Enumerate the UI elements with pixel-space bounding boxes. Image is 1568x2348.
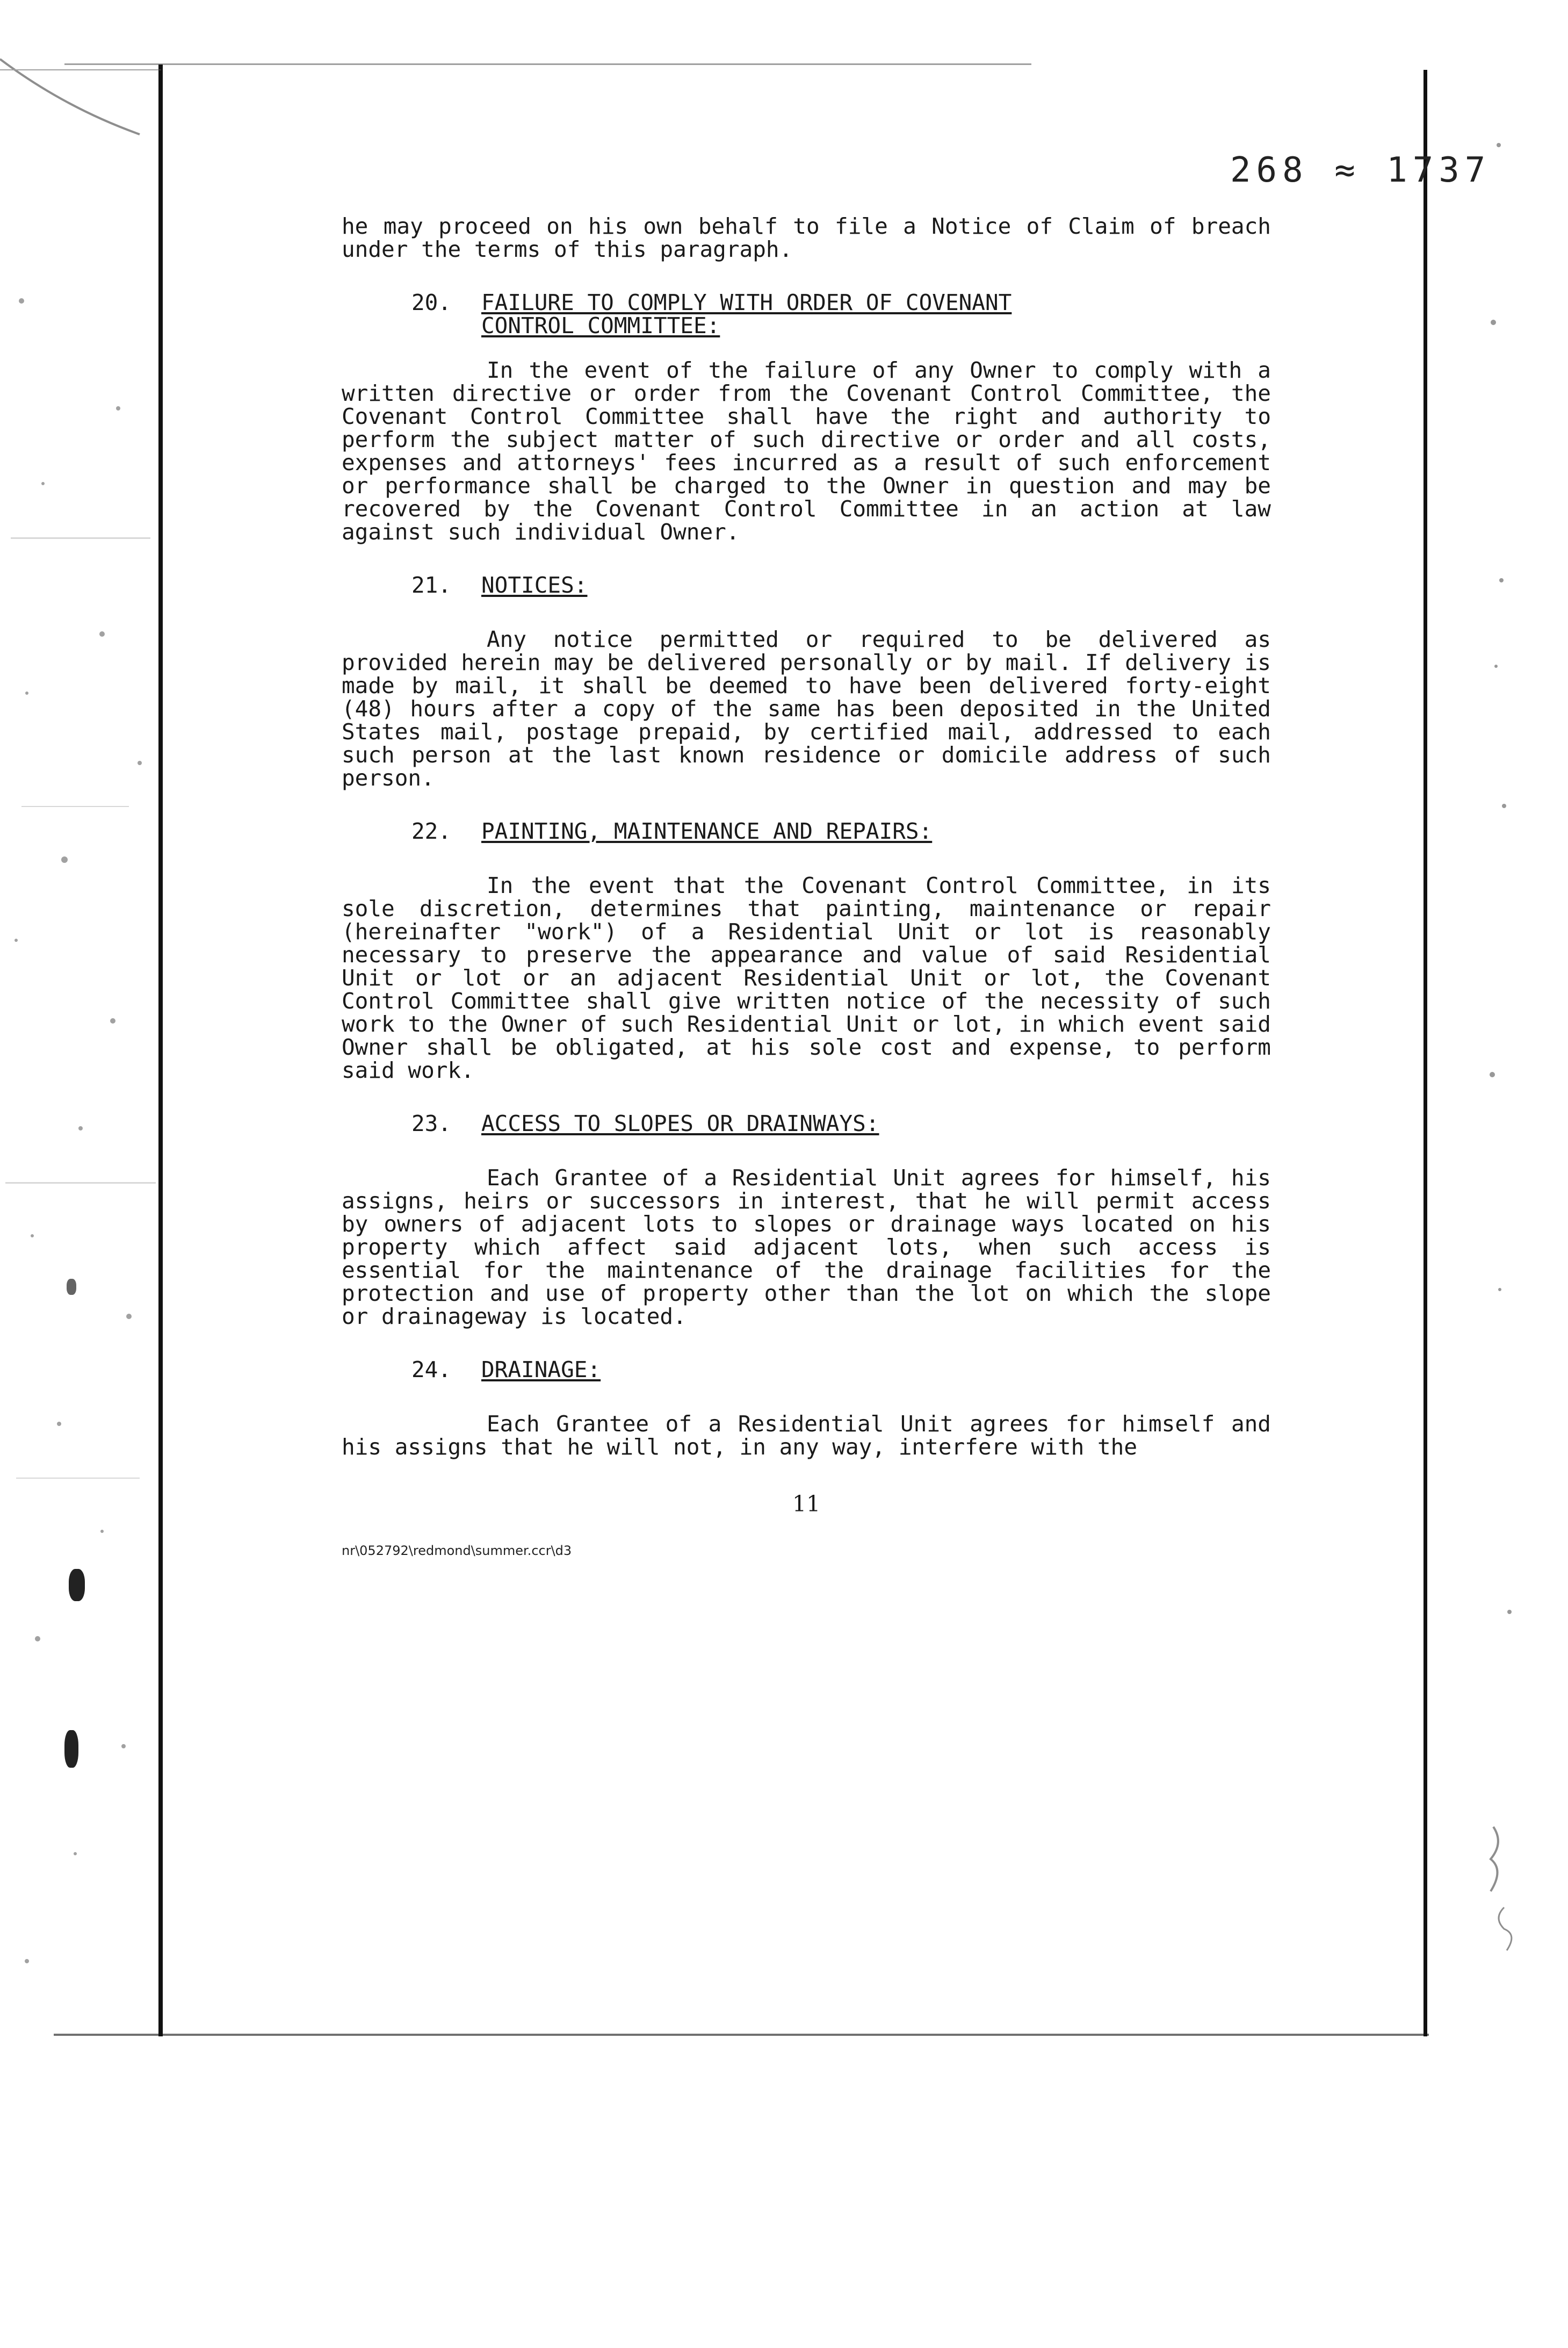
section-title: PAINTING, MAINTENANCE AND REPAIRS:	[481, 818, 933, 844]
section-title-line: CONTROL COMMITTEE:	[481, 313, 720, 338]
section-heading-21	[342, 574, 1271, 597]
section-heading-20	[342, 291, 1271, 337]
intro-paragraph: he may proceed on his own behalf to file a Notice of Claim of breach under the terms of this paragraph.	[342, 213, 1271, 262]
binding-mark-3	[67, 1279, 76, 1295]
section-heading-24	[342, 1358, 1271, 1381]
document-body	[342, 215, 1271, 1459]
section-title: NOTICES:	[481, 572, 588, 598]
section-number: 21.	[411, 572, 452, 598]
section-number: 22.	[411, 818, 452, 844]
binding-mark-1	[69, 1569, 85, 1601]
section-number: 24.	[411, 1357, 452, 1382]
binding-mark-2	[64, 1730, 78, 1768]
section-heading-23	[342, 1112, 1271, 1135]
page-number: 11	[792, 1491, 821, 1517]
file-path-footer: nr\052792\redmond\summer.ccr\d3	[342, 1543, 572, 1558]
section-title	[481, 291, 1011, 337]
section-number: 20.	[411, 290, 452, 315]
section-title-line: FAILURE TO COMPLY WITH ORDER OF COVENANT	[481, 290, 1012, 315]
section-body-22: In the event that the Covenant Control Committee, in its sole discretion, determines that painting, maintenance or repair (hereinafter "work") of a Residential Unit or lot is reasonably necessary to preserve the appearance and value of said Residential Unit or lot or an adjacent Residential Unit or lot, the Covenant Control Committee shall give written notice of the necessity of such work to the Owner of such Residential Unit or lot, in which event said Owner shall be obligated, at his sole cost and expense, to perform said work.	[342, 873, 1271, 1083]
section-title: DRAINAGE:	[481, 1357, 601, 1382]
bottom-scan-border	[54, 2034, 1429, 2036]
right-scan-border	[1424, 70, 1427, 2036]
section-number: 23.	[411, 1111, 452, 1136]
section-body-21: Any notice permitted or required to be delivered as provided herein may be delivered personally or by mail. If delivery is made by mail, it shall be deemed to have been delivered forty-eight (48) hours after a copy of the same has been deposited in the United States mail, postage prepaid, by certified mail, addressed to each such person at the last known residence or domicile address of such person.	[342, 626, 1271, 791]
recording-stamp: 268 ≈ 1737	[1230, 150, 1491, 190]
section-heading-22	[342, 820, 1271, 843]
section-body-20: In the event of the failure of any Owner to comply with a written directive or order from the Covenant Control Committee, the Covenant Control Committee shall have the right and authority to perform the subject matter of such directive or order and all costs, expenses and attorneys' fees incurred as a result of such enforcement or performance shall be charged to the Owner in question and may be recovered by the Covenant Control Committee in an action at law against such individual Owner.	[342, 357, 1271, 545]
section-body-23: Each Grantee of a Residential Unit agrees for himself, his assigns, heirs or successors in interest, that he will permit access by owners of adjacent lots to slopes or drainage ways located on his property which affect said adjacent lots, when such access is essential for the maintenance of the drainage facilities for the protection and use of property other than the lot on which the slope or drainageway is located.	[342, 1165, 1271, 1329]
section-title: ACCESS TO SLOPES OR DRAINWAYS:	[481, 1111, 879, 1136]
right-margin-speckle	[1429, 0, 1568, 2348]
section-body-24: Each Grantee of a Residential Unit agrees for himself and his assigns that he will not, in any way, interfere with the	[342, 1411, 1271, 1460]
left-margin-speckle	[0, 0, 226, 2348]
